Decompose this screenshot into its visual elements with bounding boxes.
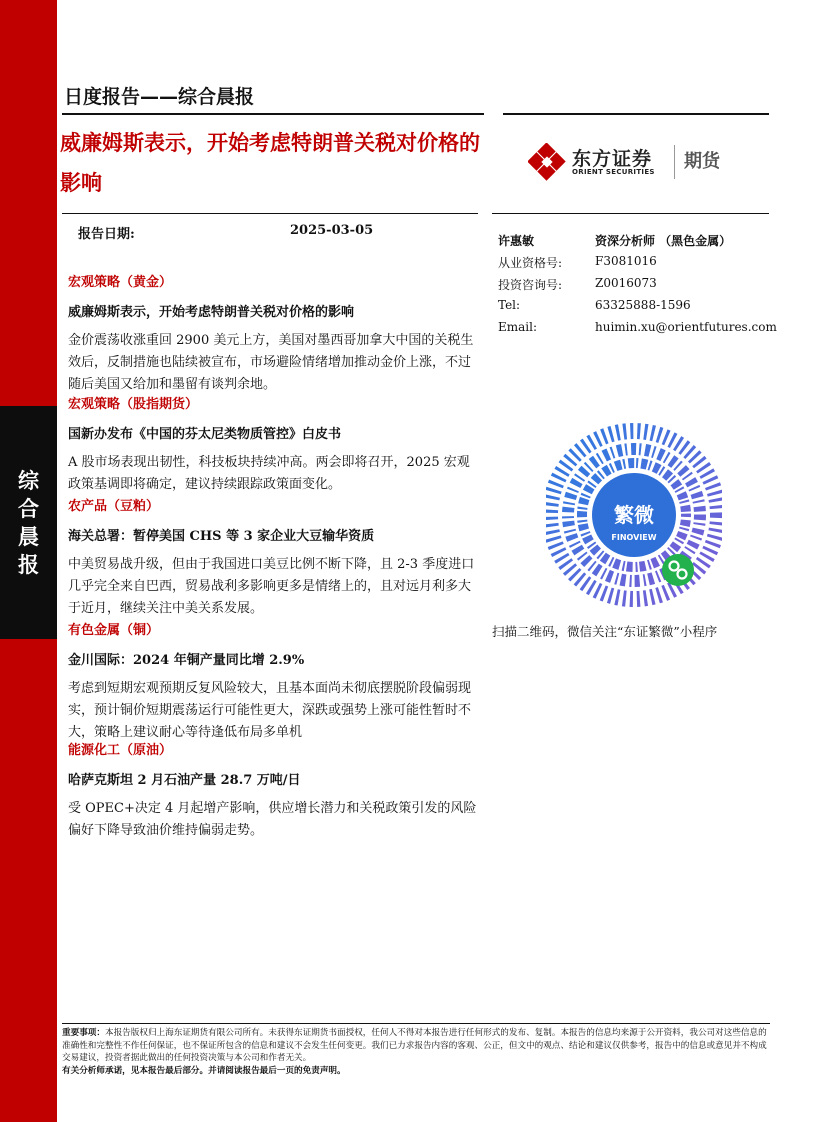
qr-center-text: 繁微: [614, 503, 654, 527]
section-gold: [68, 272, 478, 396]
analyst-row-key: 投资咨询号:: [498, 278, 563, 292]
side-tab-char: 晨: [18, 524, 39, 549]
section-subtitle: 威廉姆斯表示，开始考虑特朗普关税对价格的影响: [68, 305, 355, 320]
orient-logo-icon: [528, 143, 566, 181]
footer-rule: [62, 1023, 770, 1024]
analyst-row-key: 从业资格号:: [498, 256, 563, 270]
section-subtitle: 哈萨克斯坦 2 月石油产量 28.7 万吨/日: [68, 773, 301, 788]
header-rule: [62, 113, 484, 115]
section-heading: 农产品（豆粕）: [68, 499, 160, 514]
side-tab-char: 报: [18, 552, 39, 577]
section-subtitle: 国新办发布《中国的芬太尼类物质管控》白皮书: [68, 427, 342, 442]
section-heading: 能源化工（原油）: [68, 743, 173, 758]
report-type-header: 日度报告——综合晨报: [64, 86, 255, 108]
section-body: A 股市场表现出韧性，科技板块持续冲高。两会即将召开，2025 宏观政策基调即将确定，建议持续跟踪政策面变化。: [68, 455, 470, 492]
logo-name-en: ORIENT SECURITIES: [572, 168, 655, 176]
section-soymeal: [68, 496, 478, 620]
header-rule-right: [503, 113, 769, 115]
side-tab-char: 综: [18, 468, 39, 493]
report-date-label: 报告日期:: [78, 227, 135, 242]
logo-division: 期货: [684, 151, 720, 172]
analyst-row-value: F3081016: [595, 254, 657, 268]
disclaimer-footer: [62, 1027, 770, 1077]
analyst-email[interactable]: huimin.xu@orientfutures.com: [595, 320, 777, 334]
section-body: 受 OPEC+决定 4 月起增产影响，供应增长潜力和关税政策引发的风险偏好下降导致油价维持偏弱走势。: [68, 801, 477, 838]
section-copper: [68, 620, 478, 744]
section-stock-index: [68, 394, 478, 496]
section-body: 金价震荡收涨重回 2900 美元上方，美国对墨西哥加拿大中国的关税生效后，反制措施也陆续被宣布，市场避险情绪增加推动金价上涨，不过随后美国又给加和墨留有谈判余地。: [68, 333, 474, 392]
analyst-rule: [492, 213, 769, 214]
analyst-row-key: Email:: [498, 320, 538, 334]
section-subtitle: 金川国际：2024 年铜产量同比增 2.9%: [68, 653, 305, 668]
report-date-bar: [62, 220, 478, 242]
section-subtitle: 海关总署：暂停美国 CHS 等 3 家企业大豆输华资质: [68, 529, 375, 544]
analyst-commitment: 有关分析师承诺，见本报告最后部分。并请阅读报告最后一页的免责声明。: [62, 1065, 346, 1076]
notice-text: 本报告版权归上海东证期货有限公司所有。未获得东证期货书面授权，任何人不得对本报告进行任何形式的发布、复制。本报告的信息均来源于公开资料，我公司对这些信息的准确性和完整性不作任何保证，也不保证所包含的信息和建议不会发生任何变更。我们已力求报告内容的客观、公正，但文中的观点、结论和建议仅供参考，报告中的信息或意见并不构成交易建议，投资者据此做出的任何投资决策与本公司和作者无关。: [62, 1028, 767, 1064]
notice-label: 重要事项：: [62, 1028, 105, 1038]
logo-divider: [674, 145, 675, 179]
qr-brand-text: FINOVIEW: [611, 533, 657, 542]
side-tab-daily-report: [0, 406, 57, 639]
qr-caption: 扫描二维码，微信关注“东证繁微”小程序: [492, 624, 718, 639]
section-heading: 宏观策略（股指期货）: [68, 397, 199, 412]
orient-securities-logo: [528, 143, 768, 181]
analyst-row-key: Tel:: [498, 298, 521, 312]
section-heading: 有色金属（铜）: [68, 623, 160, 638]
analyst-row-value: 63325888-1596: [595, 298, 691, 312]
logo-name-cn: 东方证券: [572, 148, 653, 170]
analyst-title: 资深分析师 （黑色金属）: [595, 234, 732, 248]
analyst-row-value: Z0016073: [595, 276, 657, 290]
wechat-qr-code[interactable]: [546, 416, 722, 614]
side-tab-char: 合: [18, 496, 39, 521]
section-body: 中美贸易战升级，但由于我国进口美豆比例不断下降，且 2-3 季度进口几乎完全来自巴西，贸易战利多影响更多是情绪上的，且对远月利多大于近月，继续关注中美关系发展。: [68, 557, 475, 616]
report-date-value: 2025-03-05: [290, 223, 374, 238]
section-crude-oil: [68, 740, 478, 842]
date-rule: [62, 213, 478, 214]
report-title: 威廉姆斯表示，开始考虑特朗普关税对价格的影响: [60, 131, 480, 195]
analyst-name: 许惠敏: [498, 234, 535, 248]
section-heading: 宏观策略（黄金）: [68, 275, 173, 290]
section-body: 考虑到短期宏观预期反复风险较大，且基本面尚未彻底摆脱阶段偏弱现实，预计铜价短期震荡运行可能性更大，深跌或强势上涨可能性暂时不大，策略上建议耐心等待逢低布局多单机: [68, 681, 472, 740]
